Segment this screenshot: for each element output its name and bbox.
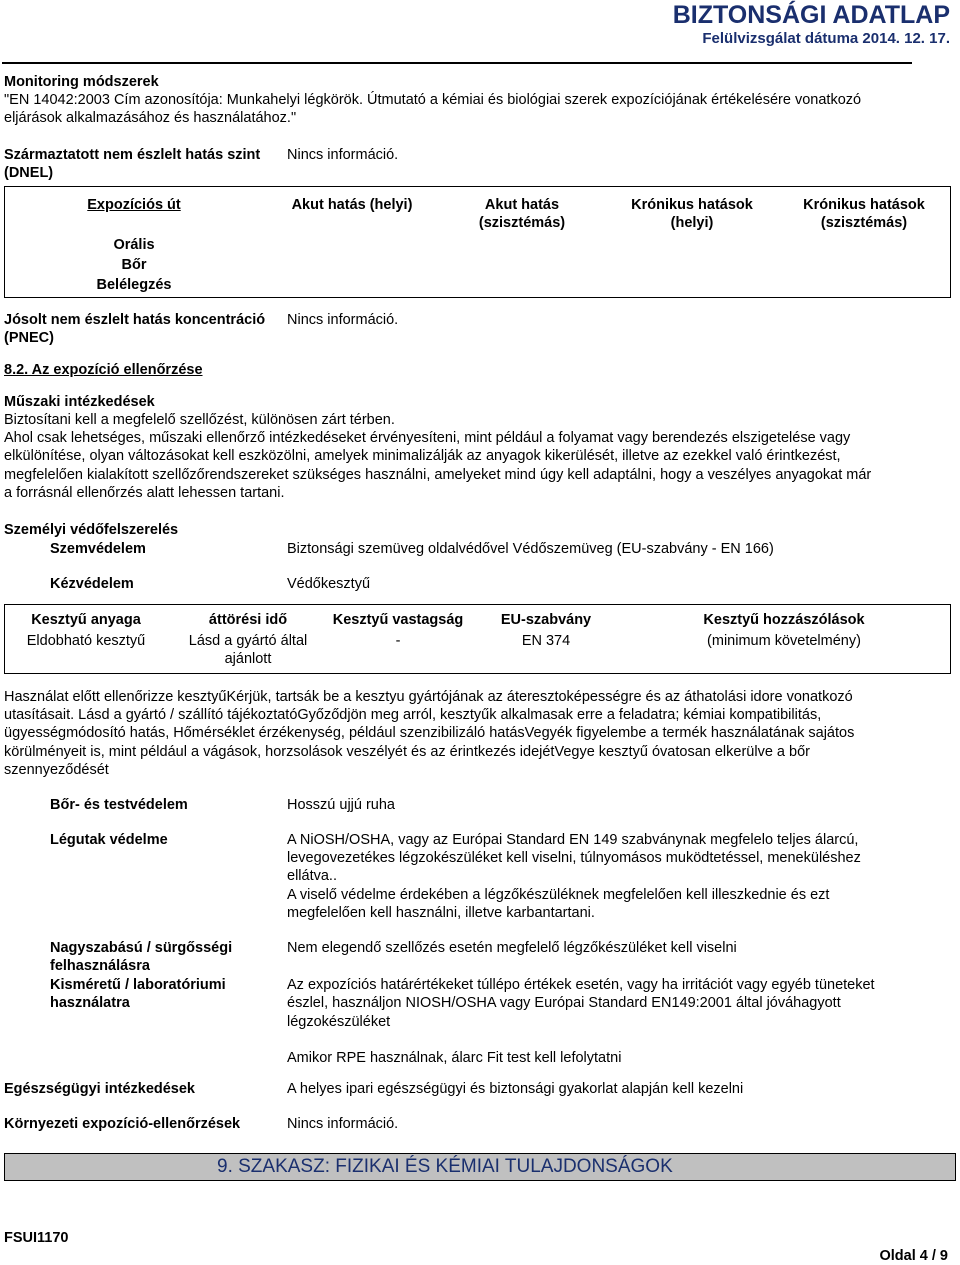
ppe-heading: Személyi védőfelszerelés [4,522,179,538]
section-9-title: 9. SZAKASZ: FIZIKAI ÉS KÉMIAI TULAJDONSÁGOK [217,1156,673,1177]
glove-cell-material: Eldobható kesztyű [26,633,146,649]
glove-col-breakthrough: áttörési idő [208,612,288,628]
glove-col-thickness: Kesztyű vastagság [332,612,464,628]
dnel-col-acute-systemic-sub: (szisztémás) [478,215,566,231]
small-scale-text-1: Az expozíciós határértékeket túllépo értékek esetén, vagy ha irritációt vagy egyéb tüneteket [287,977,875,993]
respiratory-text-2: levegovezetékes légzokészüléket kell viselni, túlnyomásos muködtetéssel, meneküléshez [287,850,861,866]
dnel-label: Származtatott nem észlelt hatás szint [4,147,261,163]
dnel-col-acute-local: Akut hatás (helyi) [291,197,413,213]
respiratory-text-3: ellátva.. [287,868,337,884]
glove-col-standard: EU-szabvány [500,612,592,628]
rpe-note: Amikor RPE használnak, álarc Fit test kell lefolytatni [287,1050,622,1066]
eye-protection-value: Biztonsági szemüveg oldalvédővel Védőszemüveg (EU-szabvány - EN 166) [287,541,774,557]
pnec-label: Jósolt nem észlelt hatás koncentráció [4,312,266,328]
hand-protection-label: Kézvédelem [50,576,134,592]
respiratory-text-4: A viselő védelme érdekében a légzőkészüléknek megfelelően kell illeszkednie és ezt [287,887,830,903]
large-scale-value: Nem elegendő szellőzés esetén megfelelő légzőkészüléket kell viselni [287,940,737,956]
glove-note-2: utasításait. Lásd a gyártó / szállító tájékoztatóGyőződjön meg arról, kesztyűk alkalmasak erre a feladatra; kémiai kompatibilitás, [4,707,822,723]
glove-col-material: Kesztyű anyaga [31,612,141,628]
environmental-value: Nincs információ. [287,1116,399,1132]
product-code: FSUI1170 [4,1230,69,1246]
dnel-col-chronic-systemic-sub: (szisztémás) [820,215,908,231]
glove-note-3: ügyességmódosító hatás, Hőmérséklet érzékenység, például szenzibilizáló hatásVegyék figyelembe a termék használatának sajátos [4,725,855,741]
glove-cell-comments: (minimum követelmény) [707,633,861,649]
monitoring-text-2: eljárások alkalmazásához és használatához." [4,110,297,126]
hand-protection-value: Védőkesztyű [287,576,371,592]
glove-note-1: Használat előtt ellenőrizze kesztyűKérjük, tartsák be a kesztyu gyártójának az áteresztoképességre és az áthatolási idore vonatkozó [4,689,853,705]
glove-cell-thickness: - [395,633,401,649]
hygiene-label: Egészségügyi intézkedések [4,1081,195,1097]
dnel-col-route: Expozíciós út [87,197,181,213]
revision-date: Felülvizsgálat dátuma 2014. 12. 17. [702,30,950,47]
glove-note-5: szennyeződését [4,762,109,778]
engineering-heading: Műszaki intézkedések [4,394,155,410]
glove-cell-breakthrough: Lásd a gyártó által [188,633,308,649]
section-8-2-heading: 8.2. Az expozíció ellenőrzése [4,362,203,378]
eye-protection-label: Szemvédelem [50,541,146,557]
small-scale-label-2: használatra [50,995,130,1011]
dnel-row-inhalation: Belélegzés [96,277,172,293]
monitoring-heading: Monitoring módszerek [4,74,159,90]
dnel-value: Nincs információ. [287,147,399,163]
dnel-col-chronic-local-sub: (helyi) [670,215,714,231]
respiratory-text-5: megfelelően kell használni, illetve karbantartani. [287,905,595,921]
environmental-label: Környezeti expozíció-ellenőrzések [4,1116,241,1132]
glove-cell-standard: EN 374 [521,633,571,649]
engineering-line-1: Biztosítani kell a megfelelő szellőzést, különösen zárt térben. [4,412,395,428]
respiratory-text-1: A NiOSH/OSHA, vagy az Európai Standard EN 149 szabványnak megfelelo teljes álarcú, [287,832,859,848]
engineering-text-1: Ahol csak lehetséges, műszaki ellenőrző intézkedéseket érvényesíteni, mint például a folyamat vagy berendezés elszigetelése vagy [4,430,851,446]
large-scale-label-1: Nagyszabású / sürgősségi [50,940,233,956]
dnel-row-oral: Orális [113,237,155,253]
dnel-col-acute-systemic: Akut hatás [484,197,560,213]
hygiene-value: A helyes ipari egészségügyi és biztonsági gyakorlat alapján kell kezelni [287,1081,744,1097]
dnel-col-chronic-systemic: Krónikus hatások [803,197,925,213]
engineering-text-3: megfelelően kialakított szellőzőrendszereket szükséges használni, amelyeket mind úgy kell adaptálni, hogy a veszélyes anyagokat már [4,467,872,483]
respiratory-label: Légutak védelme [50,832,168,848]
dnel-label-abbr: (DNEL) [4,165,54,181]
header-divider [2,62,912,64]
small-scale-text-2: észlel, használjon NIOSH/OSHA vagy Európai Standard EN149:2001 által jóváhagyott [287,995,841,1011]
small-scale-text-3: légzokészüléket [287,1014,391,1030]
monitoring-text-1: "EN 14042:2003 Cím azonosítója: Munkahelyi légkörök. Útmutató a kémiai és biológiai szerek expozíciójának értékelésére vonatkozó [4,92,862,108]
skin-protection-label: Bőr- és testvédelem [50,797,188,813]
pnec-value: Nincs információ. [287,312,399,328]
engineering-text-2: elkülönítése, olyan változásokat kell eszközölni, amelyek minimalizálják az anyagok kikerülését, illetve az ezekkel való érintkezést, [4,448,841,464]
engineering-text-4: a forrásnál ellenőrzés alatt lehessen tartani. [4,485,285,501]
dnel-row-skin: Bőr [121,257,147,273]
document-title: BIZTONSÁGI ADATLAP [672,1,950,29]
small-scale-label-1: Kisméretű / laboratóriumi [50,977,226,993]
glove-note-4: körülményeit is, mint például a vágások, horzsolások veszélyét és az érintkezés idejétVegye kesztyű óvatosan elkerülve a bőr [4,744,810,760]
large-scale-label-2: felhasználásra [50,958,150,974]
skin-protection-value: Hosszú ujjú ruha [287,797,395,813]
glove-cell-breakthrough-2: ajánlott [224,651,272,667]
pnec-label-abbr: (PNEC) [4,330,54,346]
glove-col-comments: Kesztyű hozzászólások [703,612,865,628]
dnel-col-chronic-local: Krónikus hatások [631,197,753,213]
page-number: Oldal 4 / 9 [879,1248,948,1264]
section-9-banner [4,1153,956,1181]
